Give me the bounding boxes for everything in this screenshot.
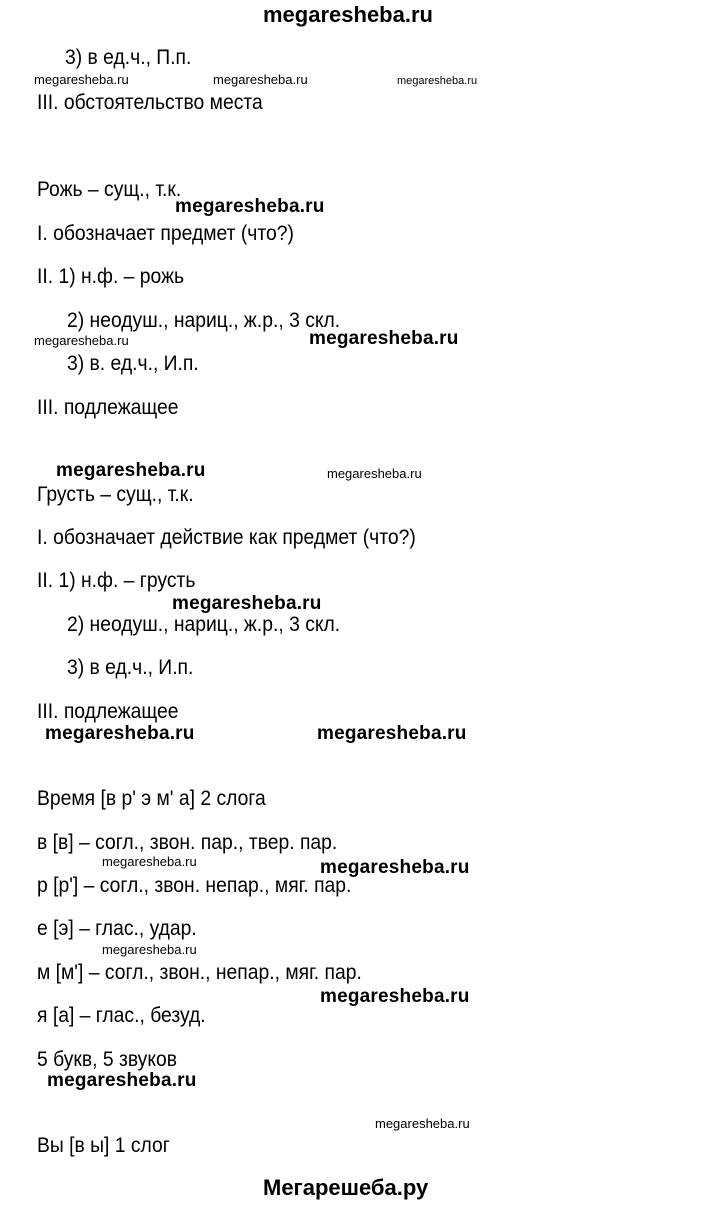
text-line: м [м'] – согл., звон., непар., мяг. пар. (37, 961, 362, 984)
text-line: 3) в ед.ч., П.п. (65, 46, 192, 69)
text-line: Время [в р' э м' а] 2 слога (37, 787, 266, 810)
text-line: Грусть – сущ., т.к. (37, 483, 194, 506)
text-line: Вы [в ы] 1 слог (37, 1134, 170, 1157)
watermark: megaresheba.ru (45, 723, 195, 744)
watermark: megaresheba.ru (327, 466, 422, 481)
text-line: р [р'] – согл., звон. непар., мяг. пар. (37, 874, 352, 897)
text-line: I. обозначает предмет (что?) (37, 222, 294, 245)
text-line: Рожь – сущ., т.к. (37, 178, 182, 201)
text-line: III. подлежащее (37, 700, 179, 723)
text-line: 2) неодуш., нариц., ж.р., 3 скл. (67, 309, 341, 332)
watermark: megaresheba.ru (102, 942, 197, 957)
text-line: я [а] – глас., безуд. (37, 1004, 206, 1027)
text-line: III. обстоятельство места (37, 91, 263, 114)
footer-site-title: Мегарешеба.ру (263, 1175, 429, 1200)
text-line: е [э] – глас., удар. (37, 917, 197, 940)
text-line: 5 букв, 5 звуков (37, 1048, 178, 1071)
watermark: megaresheba.ru (213, 72, 308, 87)
watermark: megaresheba.ru (172, 593, 322, 614)
text-line: 3) в. ед.ч., И.п. (67, 352, 199, 375)
watermark: megaresheba.ru (320, 857, 470, 878)
watermark: megaresheba.ru (175, 196, 325, 217)
watermark: megaresheba.ru (47, 1070, 197, 1091)
watermark: megaresheba.ru (375, 1116, 470, 1131)
text-line: в [в] – согл., звон. пар., твер. пар. (37, 831, 338, 854)
text-line: II. 1) н.ф. – рожь (37, 265, 185, 288)
text-line: 3) в ед.ч., И.п. (67, 656, 194, 679)
text-line: I. обозначает действие как предмет (что?) (37, 526, 416, 549)
watermark: megaresheba.ru (397, 75, 478, 87)
text-line: III. подлежащее (37, 396, 179, 419)
watermark: megaresheba.ru (317, 723, 467, 744)
watermark: megaresheba.ru (34, 72, 129, 87)
watermark: megaresheba.ru (309, 328, 459, 349)
watermark: megaresheba.ru (102, 854, 197, 869)
watermark: megaresheba.ru (56, 460, 206, 481)
header-site-title: megaresheba.ru (263, 2, 433, 27)
watermark: megaresheba.ru (34, 333, 129, 348)
text-line: 2) неодуш., нариц., ж.р., 3 скл. (67, 613, 341, 636)
text-line: II. 1) н.ф. – грусть (37, 569, 196, 592)
watermark: megaresheba.ru (320, 986, 470, 1007)
